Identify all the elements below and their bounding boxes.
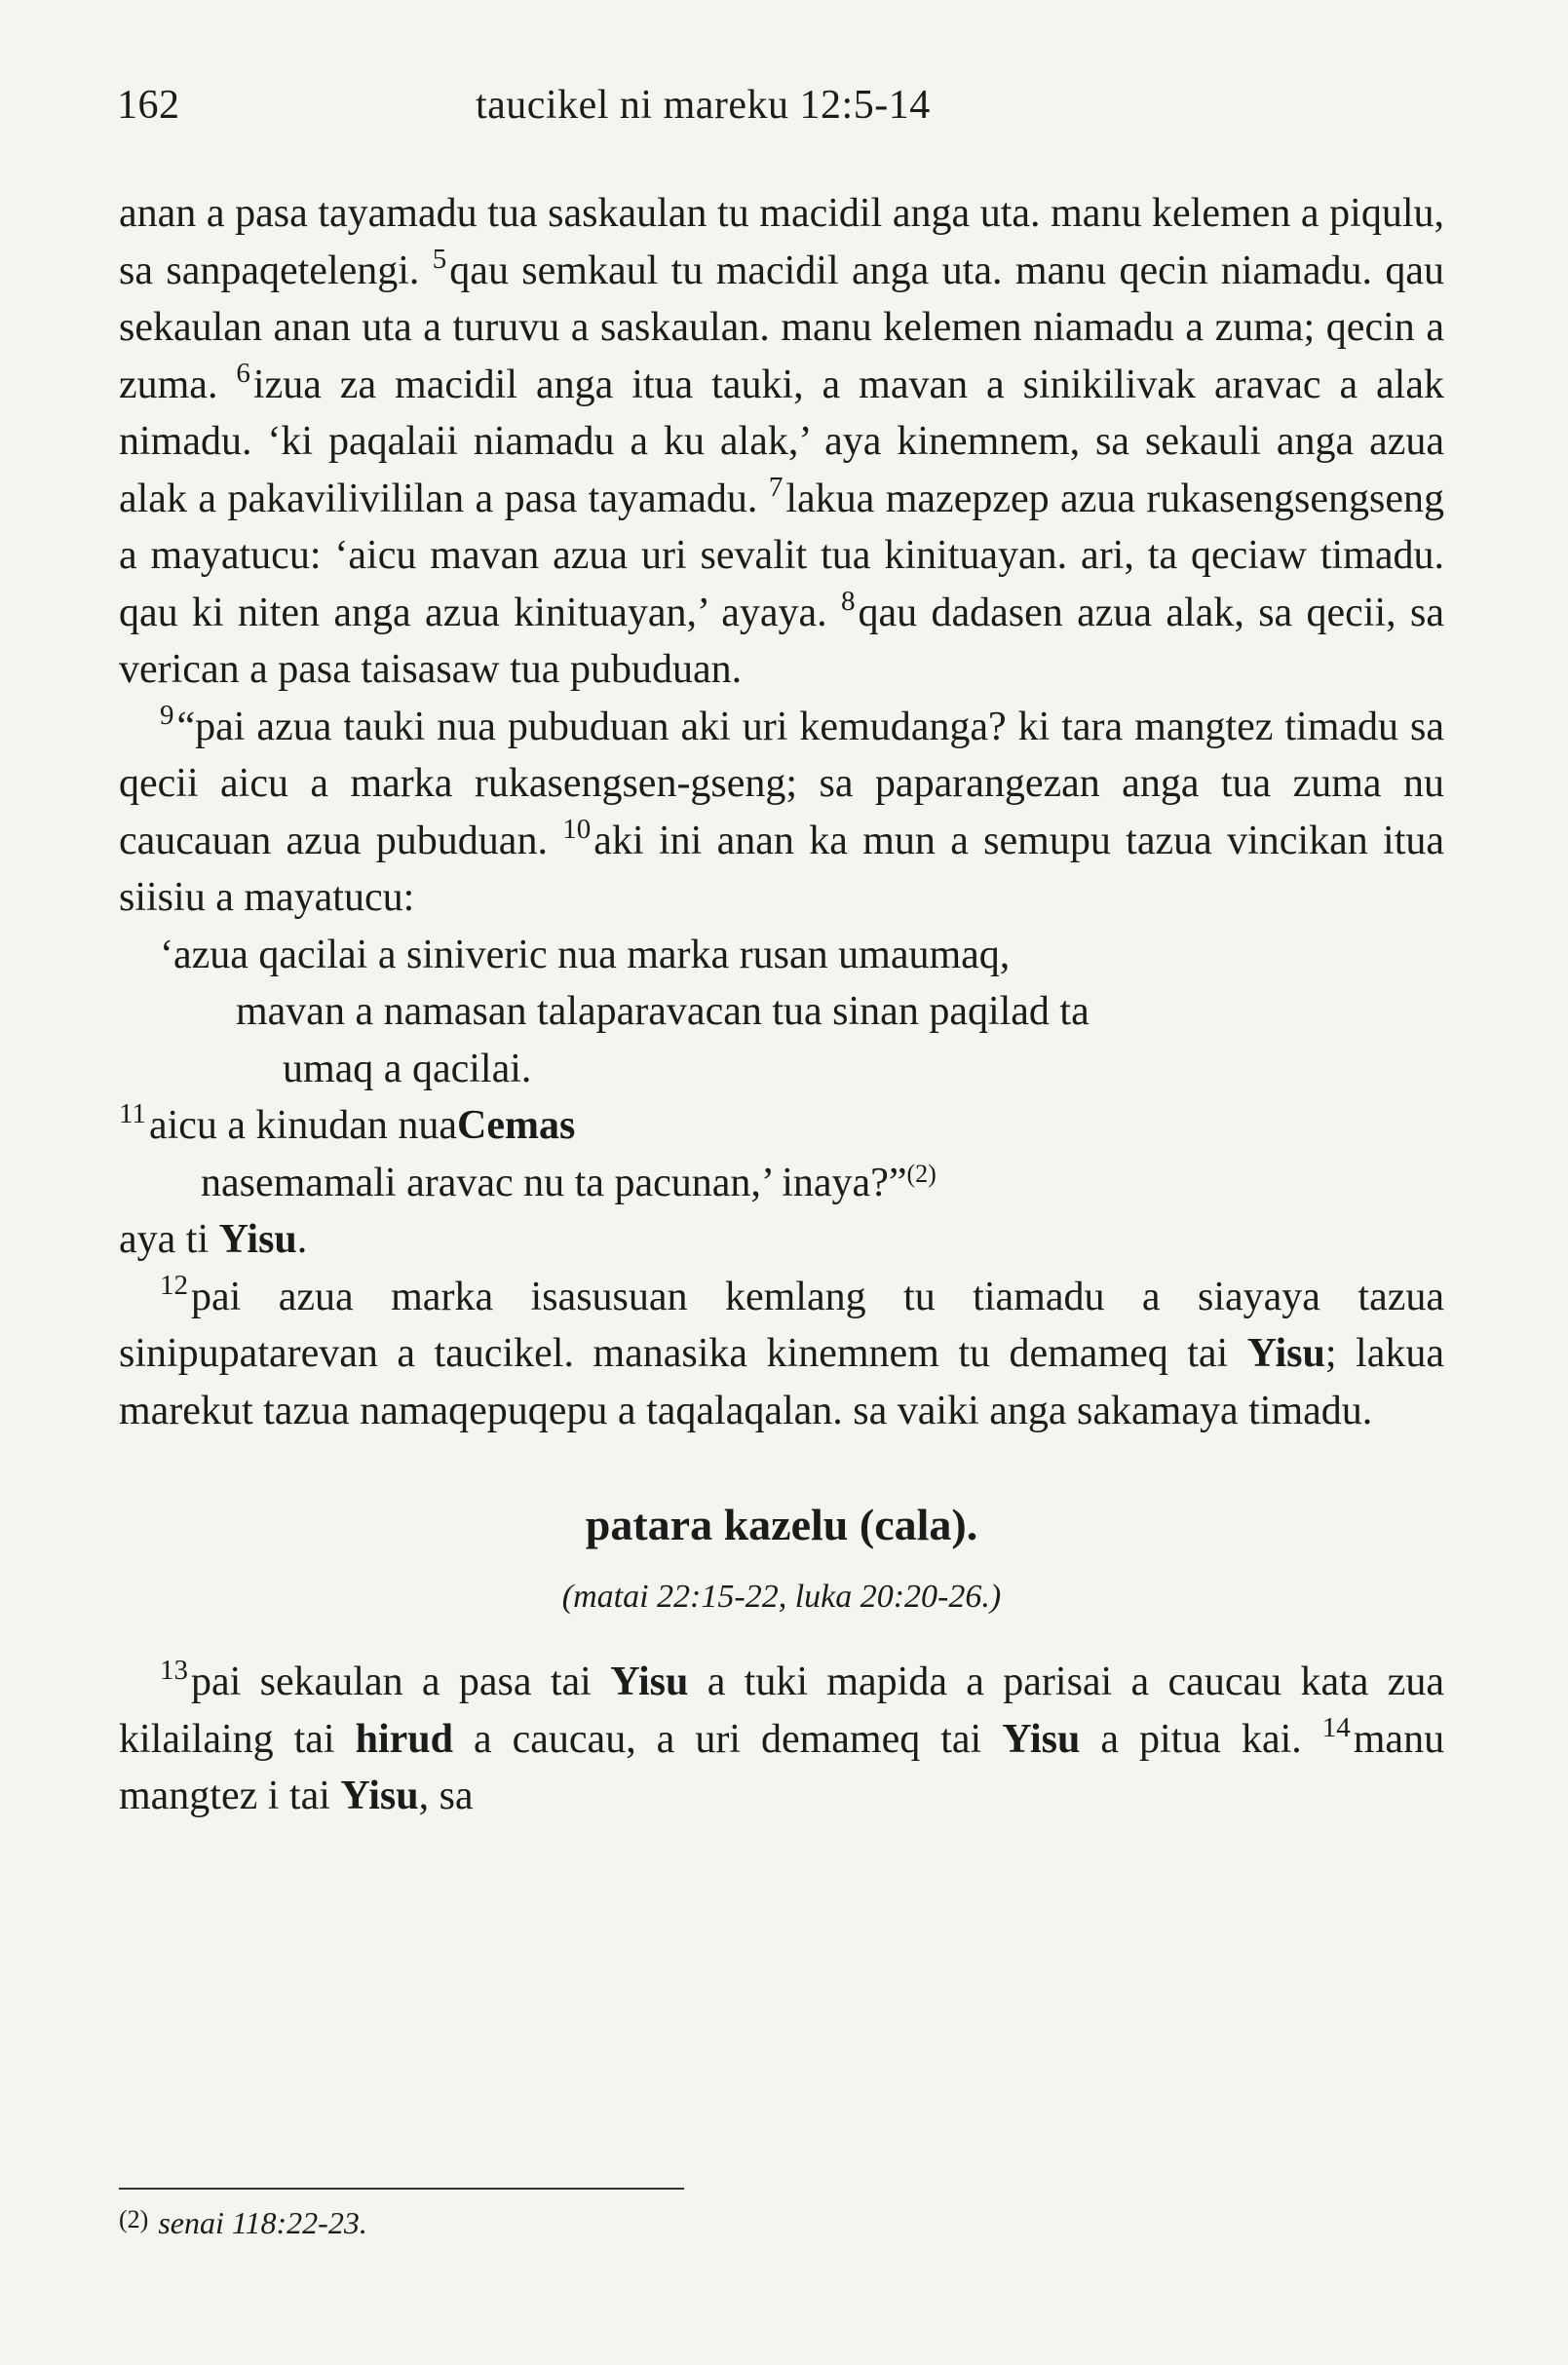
verse-text: qau semkaul tu macidil anga uta. manu qecin niamadu. qau sekaulan anan uta a turuvu a saskaulan. manu kelemen niamadu a zuma; qecin a zuma. bbox=[119, 248, 1445, 407]
verse-text: lakua mazepzep azua rukasengsengseng a mayatucu: ‘aicu mavan azua uri sevalit tua kinituayan. ari, ta qeciaw timadu. qau ki niten anga azua kinituayan,’ ayaya. bbox=[119, 476, 1445, 635]
footnote-reference: senai 118:22-23. bbox=[158, 2205, 367, 2240]
verse-text: , sa bbox=[418, 1774, 474, 1818]
poem-line bbox=[119, 1097, 1444, 1155]
verse-text: qau dadasen azua alak, sa qecii, sa verican a pasa taisasaw tua pubuduan. bbox=[119, 590, 1444, 692]
verse-text: a caucau, a uri demameq tai bbox=[474, 1716, 982, 1762]
verse-number: 7 bbox=[768, 471, 784, 503]
name-yisu: Yisu bbox=[610, 1659, 689, 1704]
verse-paragraph bbox=[119, 185, 1444, 699]
footnote-divider bbox=[119, 2188, 684, 2190]
footnote bbox=[119, 2198, 367, 2244]
verse-number: 5 bbox=[432, 243, 447, 275]
verse-text: a tuki mapida a parisai a caucau kata zua kilailaing tai bbox=[119, 1659, 1445, 1762]
verse-number: 8 bbox=[841, 585, 856, 617]
page-body bbox=[119, 185, 1444, 1825]
footnote-call: (2) bbox=[906, 1159, 937, 1188]
verse-text: pai azua marka isasusuan kemlang tu tiamadu a siayaya tazua sinipupatarevan a taucikel. manasika kinemnem tu demameq tai bbox=[119, 1274, 1444, 1376]
section-reference: (matai 22:15-22, luka 20:20-26.) bbox=[561, 1579, 1002, 1615]
footnote-mark: (2) bbox=[119, 2205, 149, 2233]
verse-number: 13 bbox=[160, 1655, 188, 1686]
poem-line bbox=[119, 1155, 1444, 1212]
verse-text: nasemamali aravac nu ta pacunan,’ inaya?” bbox=[201, 1160, 907, 1205]
verse-text: aya ti bbox=[119, 1217, 210, 1262]
poem-line: mavan a namasan talaparavacan tua sinan paqilad ta bbox=[236, 989, 1090, 1034]
verse-text: aicu a kinudan nua bbox=[148, 1103, 457, 1148]
verse-number: 10 bbox=[562, 813, 592, 845]
name-yisu: Yisu bbox=[340, 1774, 419, 1818]
verse-text: a pitua kai. bbox=[1100, 1716, 1302, 1762]
verse-paragraph bbox=[119, 1269, 1444, 1440]
verse-number: 12 bbox=[160, 1269, 188, 1301]
verse-number: 9 bbox=[160, 699, 174, 731]
section-title: patara kazelu (cala). bbox=[585, 1500, 978, 1549]
name-yisu: Yisu bbox=[1002, 1716, 1081, 1762]
name-yisu: Yisu bbox=[218, 1217, 297, 1262]
verse-text: izua za macidil anga itua tauki, a mavan a sinikilivak aravac a alak nimadu. ‘ki paqalaii niamadu a ku alak,’ aya kinemnem, sa sekauli anga azua alak a pakavilivililan a pasa tayamadu. bbox=[119, 362, 1444, 521]
verse-paragraph bbox=[119, 699, 1444, 927]
running-title: taucikel ni mareku 12:5-14 bbox=[476, 83, 931, 128]
verse-text: . bbox=[296, 1217, 308, 1262]
verse-text: pai sekaulan a pasa tai bbox=[191, 1659, 592, 1704]
verse-text: ; lakua marekut tazua namaqepuqepu a taqalaqalan. sa vaiki anga sakamaya timadu. bbox=[119, 1331, 1445, 1433]
verse-number: 14 bbox=[1321, 1711, 1351, 1743]
quoted-poem bbox=[119, 927, 1444, 1269]
verse-text: “pai azua tauki nua pubuduan aki uri kemudanga? ki tara mangtez timadu sa qecii aicu a marka rukasengsen-gseng; sa paparangezan anga tua zuma nu caucauan azua pubuduan. bbox=[119, 704, 1444, 863]
poem-line: umaq a qacilai. bbox=[283, 1046, 532, 1091]
verse-text: aki ini anan ka mun a semupu tazua vincikan itua siisiu a mayatucu: bbox=[119, 818, 1445, 920]
poem-line: ‘azua qacilai a siniveric nua marka rusan umaumaq, bbox=[160, 932, 1011, 977]
page-number: 162 bbox=[117, 83, 180, 128]
poem-line bbox=[119, 1211, 1444, 1269]
verse-number: 11 bbox=[119, 1098, 146, 1129]
name-yisu: Yisu bbox=[1246, 1331, 1325, 1376]
verse-text: manu mangtez i tai bbox=[119, 1716, 1445, 1818]
verse-text: anan a pasa tayamadu tua saskaulan tu macidil anga uta. manu kelemen a piqulu, sa sanpaqetelengi. bbox=[119, 191, 1444, 293]
verse-paragraph bbox=[119, 1654, 1444, 1825]
name-cemas: Cemas bbox=[456, 1103, 576, 1148]
name-hirud: hirud bbox=[355, 1716, 453, 1762]
verse-number: 6 bbox=[236, 357, 250, 389]
